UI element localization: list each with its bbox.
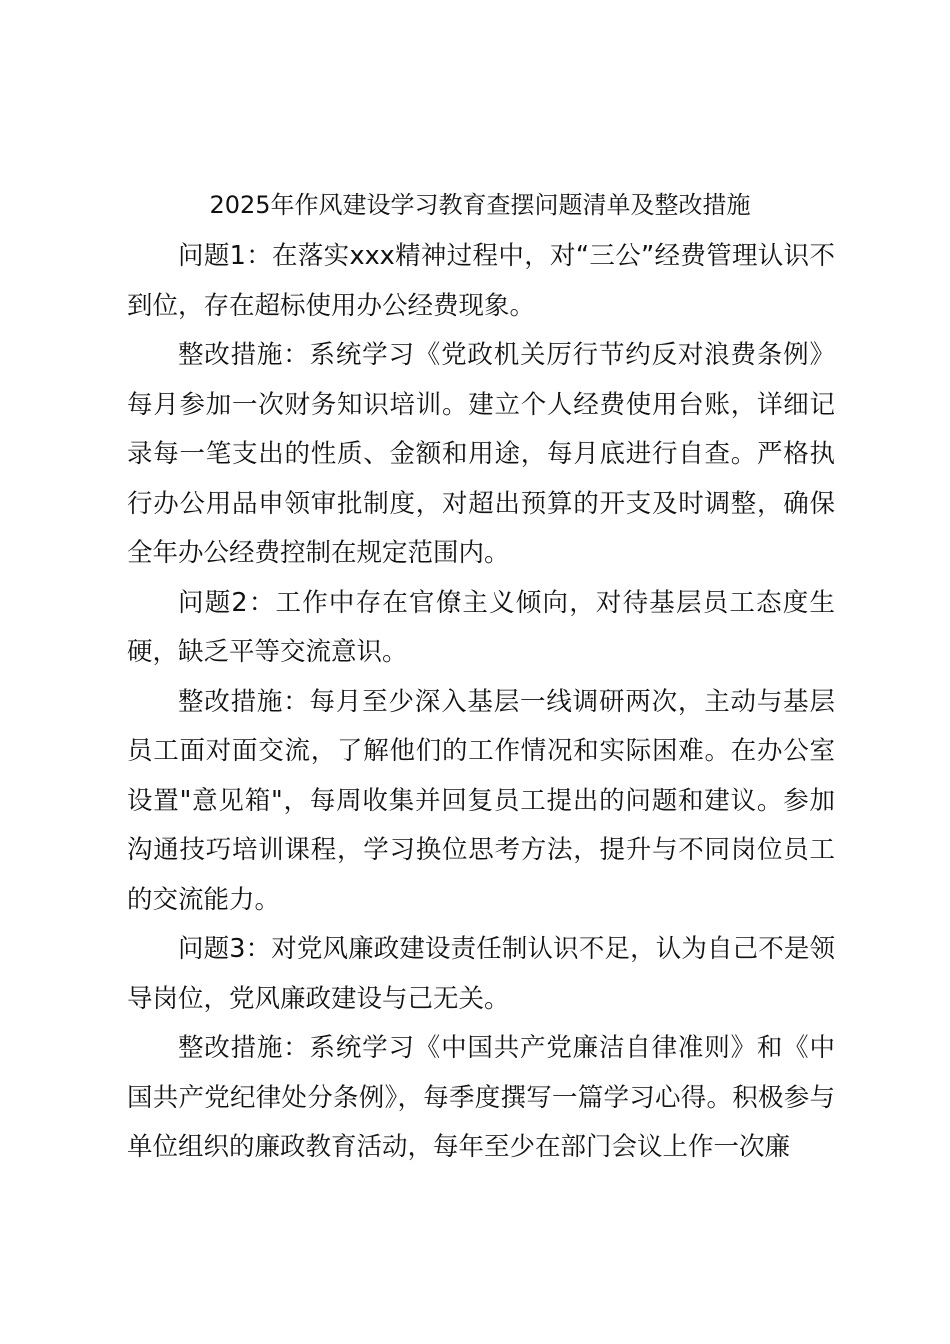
measure-3-paragraph: 整改措施：系统学习《中国共产党廉洁自律准则》和《中国共产党纪律处分条例》，每季度撰写一篇学习心得。积极参与单位组织的廉政教育活动，每年至少在部门会议上作一次廉 <box>127 1033 835 1162</box>
problem-2-paragraph: 问题2：工作中存在官僚主义倾向，对待基层员工态度生硬，缺乏平等交流意识。 <box>127 587 835 667</box>
problem-3-paragraph: 问题3：对党风廉政建设责任制认识不足，认为自己不是领导岗位，党风廉政建设与己无关。 <box>127 934 835 1014</box>
measure-1-paragraph: 整改措施：系统学习《党政机关厉行节约反对浪费条例》每月参加一次财务知识培训。建立个人经费使用台账，详细记录每一笔支出的性质、金额和用途，每月底进行自查。严格执行办公用品申领审批制度，对超出预算的开支及时调整，确保全年办公经费控制在规定范围内。 <box>127 340 835 568</box>
document-body <box>127 232 835 1173</box>
problem-1-paragraph: 问题1：在落实xxx精神过程中，对“三公”经费管理认识不到位，存在超标使用办公经费现象。 <box>127 241 835 321</box>
document-title: 2025年作风建设学习教育查摆问题清单及整改措施 <box>209 191 751 219</box>
measure-2-paragraph: 整改措施：每月至少深入基层一线调研两次，主动与基层员工面对面交流，了解他们的工作情况和实际困难。在办公室设置"意见箱"，每周收集并回复员工提出的问题和建议。参加沟通技巧培训课程，学习换位思考方法，提升与不同岗位员工的交流能力。 <box>127 686 835 915</box>
